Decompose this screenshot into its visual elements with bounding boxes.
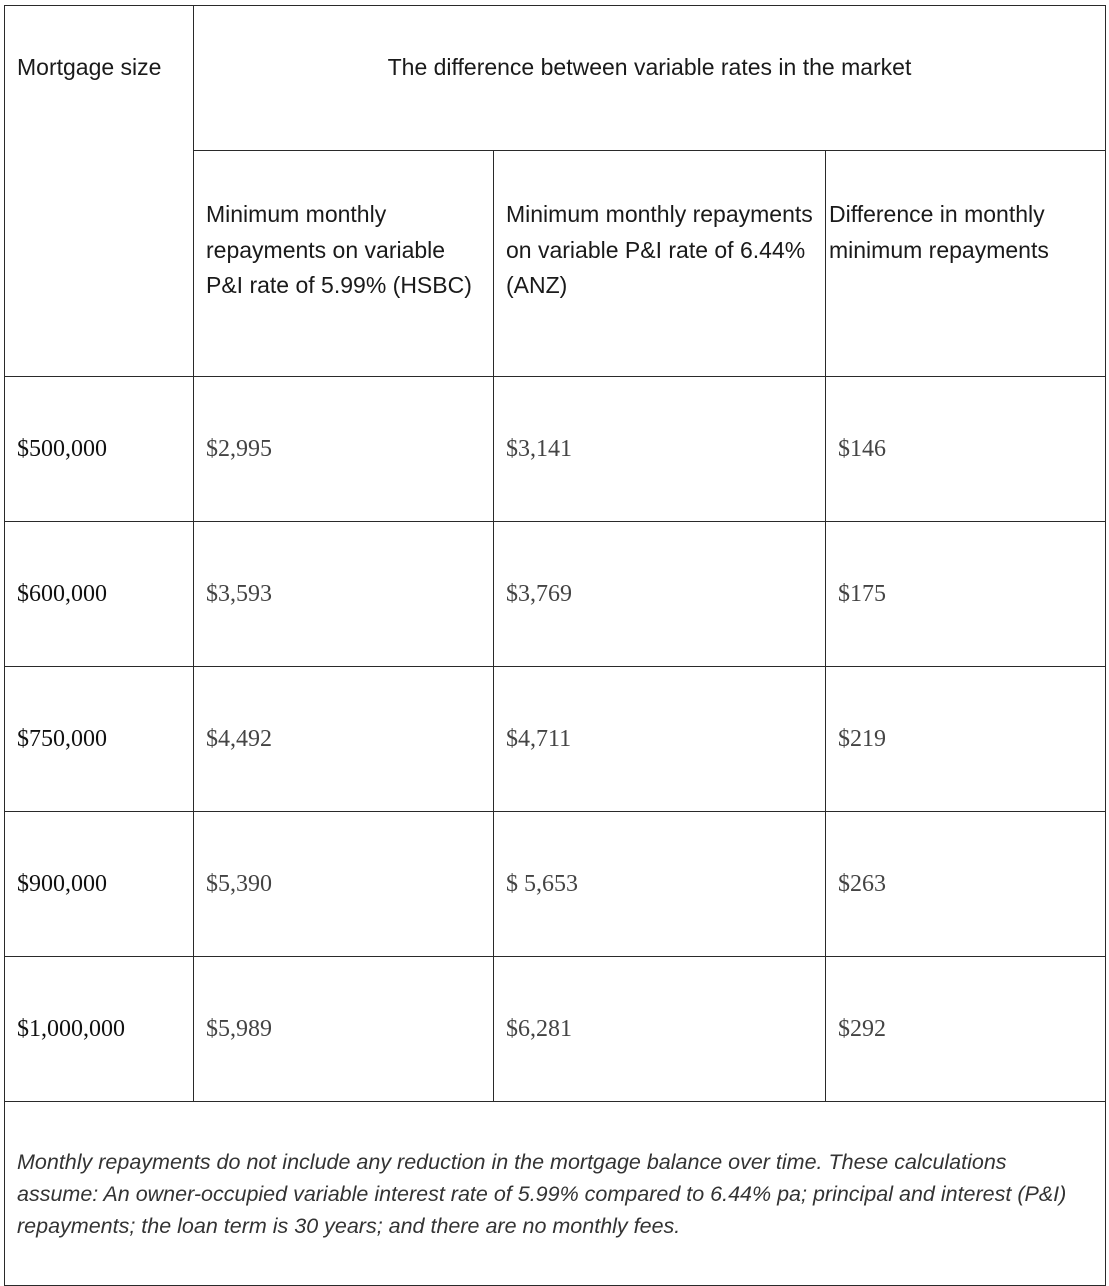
table-row xyxy=(5,522,1106,667)
mortgage-comparison-table xyxy=(4,5,1106,1286)
table-row xyxy=(5,812,1106,957)
mortgage-size-cell: $600,000 xyxy=(5,522,194,667)
hsbc-repayment-cell: $2,995 xyxy=(194,377,494,522)
hsbc-repayment-cell: $5,989 xyxy=(194,957,494,1102)
hsbc-repayment-cell: $3,593 xyxy=(194,522,494,667)
table-row xyxy=(5,957,1106,1102)
anz-repayment-cell: $6,281 xyxy=(494,957,826,1102)
hsbc-repayment-cell: $4,492 xyxy=(194,667,494,812)
column-header-difference: Difference in monthly minimum repayments xyxy=(826,151,1106,377)
header-difference-title: The difference between variable rates in the market xyxy=(194,6,1106,151)
mortgage-size-cell: $900,000 xyxy=(5,812,194,957)
footnote-row xyxy=(5,1102,1106,1286)
anz-repayment-cell: $4,711 xyxy=(494,667,826,812)
footnote-text: Monthly repayments do not include any reduction in the mortgage balance over time. These calculations assume: An owner-occupied variable interest rate of 5.99% compared to 6.44% pa; principal and interest (P&I) repayments; the loan term is 30 years; and there are no monthly fees. xyxy=(17,1149,1067,1238)
mortgage-size-cell: $1,000,000 xyxy=(5,957,194,1102)
difference-cell: $146 xyxy=(826,377,1106,522)
difference-cell: $175 xyxy=(826,522,1106,667)
anz-repayment-cell: $ 5,653 xyxy=(494,812,826,957)
header-row-top xyxy=(5,6,1106,151)
footnote-cell xyxy=(5,1102,1106,1286)
difference-cell: $292 xyxy=(826,957,1106,1102)
anz-repayment-cell: $3,141 xyxy=(494,377,826,522)
column-header-hsbc: Minimum monthly repayments on variable P&I rate of 5.99% (HSBC) xyxy=(194,151,494,377)
header-mortgage-size: Mortgage size xyxy=(5,6,194,151)
mortgage-size-cell: $500,000 xyxy=(5,377,194,522)
difference-cell: $219 xyxy=(826,667,1106,812)
table-row xyxy=(5,377,1106,522)
column-header-anz: Minimum monthly repayments on variable P&I rate of 6.44% (ANZ) xyxy=(494,151,826,377)
mortgage-size-cell: $750,000 xyxy=(5,667,194,812)
hsbc-repayment-cell: $5,390 xyxy=(194,812,494,957)
header-mortgage-size-continued xyxy=(5,151,194,377)
difference-cell: $263 xyxy=(826,812,1106,957)
anz-repayment-cell: $3,769 xyxy=(494,522,826,667)
header-row-sub xyxy=(5,151,1106,377)
table-row xyxy=(5,667,1106,812)
